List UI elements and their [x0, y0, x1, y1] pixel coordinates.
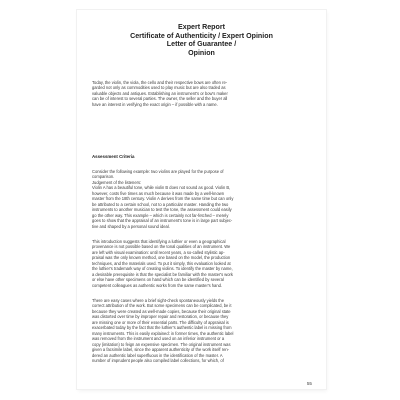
paragraph-line: praisal was the only known method, one based on the model, the production	[92, 255, 231, 261]
assessment-line: instruments to another musician to test the tone, the assessment could easily	[92, 207, 232, 213]
title-line-4: Opinion	[188, 48, 215, 57]
paragraph-line: techniques, and the materials used. To put it simply, this evaluation looked at	[92, 260, 231, 266]
paragraph-line: given a facsimile label, since the apparent authenticity of the work itself ren-	[92, 347, 229, 353]
assessment-line: tive and shaped by a personal sound ideal.	[92, 223, 170, 229]
assessment-line: Consider the following example: two violins are played for the purpose of	[92, 169, 224, 174]
intro-paragraph	[92, 80, 311, 107]
paragraph-line: competent colleagues as authentic works from the same master's hand.	[92, 282, 223, 288]
paragraph-line: provenance is not possible based on the tonal qualities of an instrument. We	[92, 244, 231, 250]
intro-line: garded not only as commodities used to play music but are also traded as	[92, 85, 226, 91]
paragraph-line: the luthier's trademark way of creating violins. To identify the master by name,	[92, 266, 233, 272]
title-line-2: Certificate of Authenticity / Expert Opinion	[130, 31, 273, 40]
intro-line: can be of interest to several parties. The owner, the seller and the buyer all	[92, 96, 228, 102]
paragraph-line: There are easy cases where a brief sight-check spontaneously yields the	[92, 298, 224, 303]
intro-line: have an interest in verifying the exact origin – if possible with a name.	[92, 101, 218, 107]
paragraph-line: was removed from the instrument and used on an inferior instrument or a	[92, 336, 225, 342]
page-number: 55	[306, 381, 312, 386]
paragraph-line: exacerbated today by the fact that the luthier's authentic label is missing from	[92, 325, 232, 331]
paragraph-line: copy (imitation) to feign an expensive specimen. The original instrument was	[92, 341, 231, 347]
difficult-cases-paragraph	[92, 298, 311, 363]
document-page	[77, 10, 326, 389]
title-line-3: Letter of Guarantee /	[166, 40, 237, 49]
paragraph-line: correct attribution of the work. But some specimens can be complicated, be it	[92, 303, 232, 309]
assessment-line: be attributed to a certain school, not to a particular master. Handing the two	[92, 201, 229, 207]
paragraph-line: This introduction suggests that identifying a luthier or even a geographical	[92, 239, 226, 244]
assessment-line: however, costs five times as much because it was made by a well-known	[92, 190, 224, 196]
assessment-line: go the other way. This example – which is certainly not far-fetched – merely	[92, 212, 229, 218]
paragraph-line: dered an authentic label superfluous in the identification of the master. A	[92, 352, 223, 358]
paragraph-line: many instruments. This is easily explained: in former times, the authentic label	[92, 330, 234, 336]
assessment-line: Violin A has a beautiful tone, while violin B does not sound as good. Violin B,	[92, 185, 231, 191]
assessment-line: goes to show that the appraisal of an instrument's tone is in large part subjec-	[92, 218, 233, 224]
assessment-line: master from the 18th century. Violin A derives from the same time but can only	[92, 196, 234, 202]
identification-paragraph	[92, 239, 311, 288]
paragraph-line: are left with visual examination: until recent years, a so-called stylistic ap-	[92, 249, 225, 255]
paragraph-line: was distorted over time by improper repair and restoration, or because they	[92, 314, 229, 320]
paragraph-line: or else have other specimens on hand which can be identified by several	[92, 277, 224, 283]
paragraph-line: number of imprudent people also compiled label collections, for which, of	[92, 357, 224, 363]
assessment-criteria-heading: Assessment Criteria	[92, 154, 135, 159]
intro-line: valuable objects and antiques. Establishing an instrument's or bow's maker	[92, 90, 228, 96]
paragraph-line: are missing one or more of their essential parts. The difficulty of appraisal is	[92, 319, 229, 325]
paragraph-line: a desirable prerequisite is that the specialist be familiar with the master's work	[92, 271, 233, 277]
intro-line: Today, the violin, the viola, the cello and their respective bows are often re-	[92, 80, 228, 85]
paragraph-line: because they were created as well-made copies, because their original state	[92, 308, 231, 314]
assessment-line: Judgement of the listeners:	[92, 179, 142, 185]
assessment-paragraph	[92, 169, 311, 229]
page-title	[95, 23, 308, 57]
title-line-1: Expert Report	[178, 23, 225, 31]
assessment-line: comparison.	[92, 174, 115, 180]
